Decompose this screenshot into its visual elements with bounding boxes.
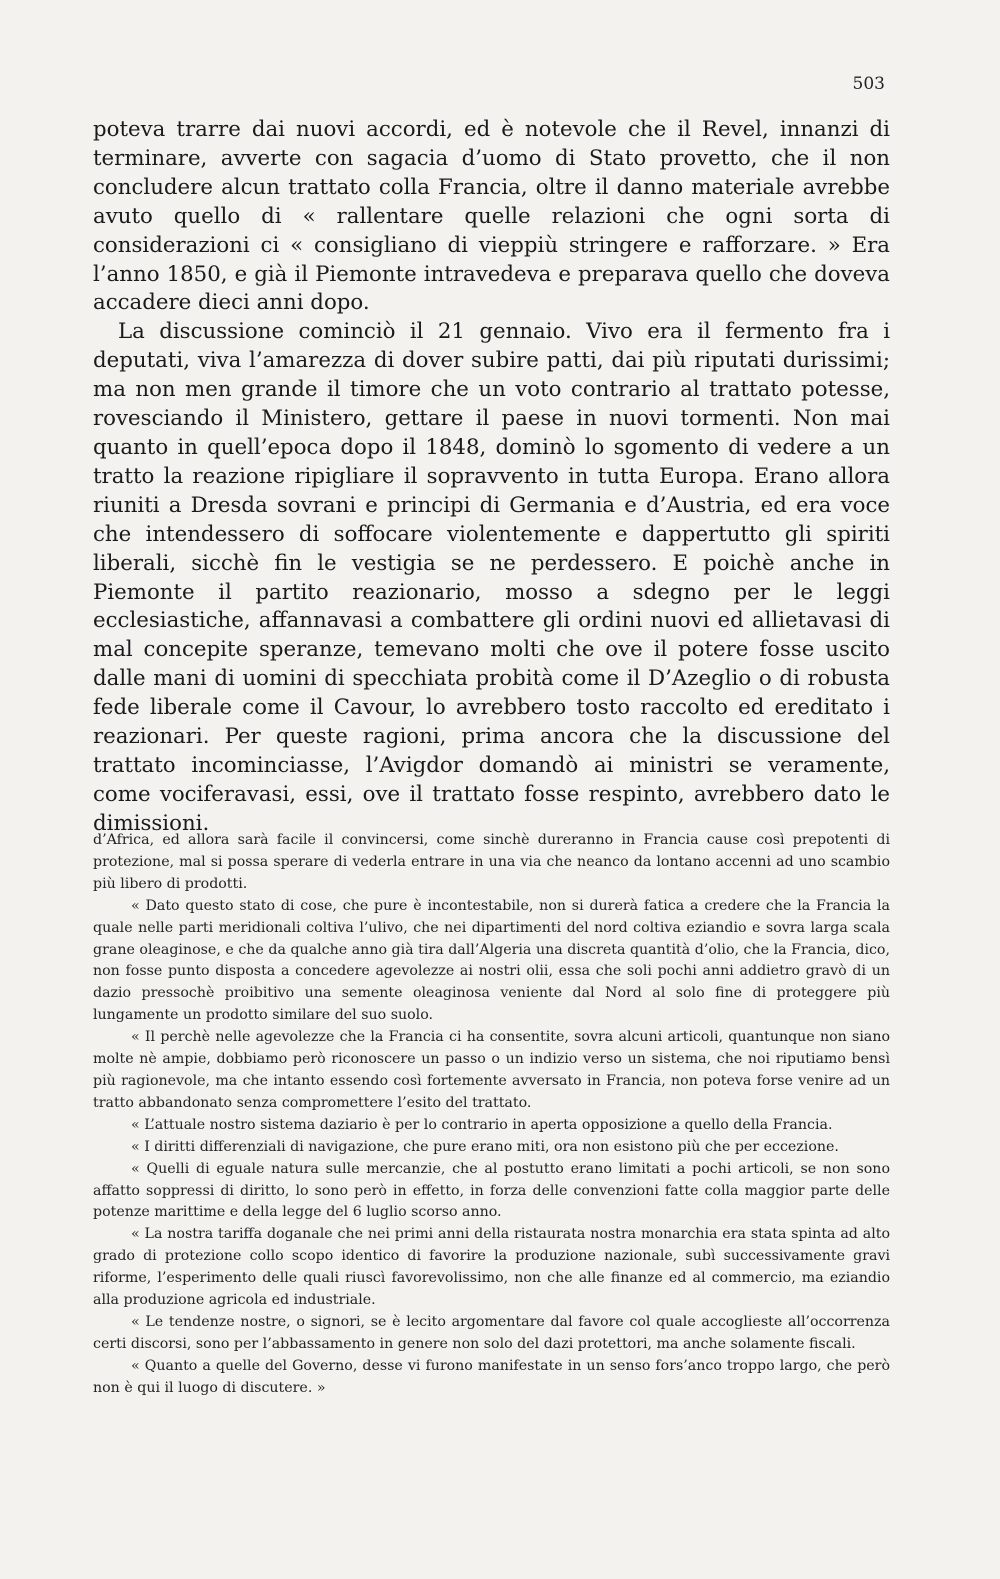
body-paragraph: La discussione cominciò il 21 gennaio. Vivo era il fermento fra i deputati, viva l’amarezza di dover subire patti, dai più riputati durissimi; ma non men grande il timore che un voto contrario al trattato potesse, rovesciando il Ministero, gettare il paese in nuovi tormenti. Non mai quanto in quell’epoca dopo il 1848, dominò lo sgomento di vedere a un tratto la reazione ripigliare il sopravvento in tutta Europa. Erano allora riuniti a Dresda sovrani e principi di Germania e d’Austria, ed era voce che intendessero di soffocare violentemente e dappertutto gli spiriti liberali, sicchè fin le vestigia se ne perdessero. E poichè anche in Piemonte il partito reazionario, mosso a sdegno per le leggi ecclesiastiche, affannavasi a combattere gli ordini nuovi ed allietavasi di mal concepite speranze, temevano molti che ove il potere fosse uscito dalle mani di uomini di specchiata probità come il D’Azeglio o di robusta fede liberale come il Cavour, lo avrebbero tosto raccolto ed ereditato i reazionari. Per queste ragioni, prima ancora che la discussione del trattato incominciasse, l’Avigdor domandò ai ministri se veramente, come vociferavasi, essi, ove il trattato fosse respinto, avrebbero dato le dimissioni. <box>93 319 890 836</box>
footnote-paragraph: « Dato questo stato di cose, che pure è incontestabile, non si durerà fatica a credere che la Francia la quale nelle parti meridionali coltiva l’ulivo, che nei dipartimenti del nord coltiva eziandio e sovra larga scala grane oleaginose, e che da qualche anno già tira dall’Algeria una discreta quantità d’olio, che la Francia, dico, non fosse punto disposta a concedere agevolezze ai nostri olii, essa che soli pochi anni addietro gravò di un dazio pressochè proibitivo una semente oleaginosa veniente dal Nord al solo fine di proteggere più lungamente un prodotto similare del suo suolo. <box>93 897 890 1024</box>
footnote-paragraph: « Le tendenze nostre, o signori, se è lecito argomentare dal favore col quale accoglieste all’occorrenza certi discorsi, sono per l’abbassamento in genere non solo del dazi protettori, ma anche solamente fiscali. <box>93 1313 890 1352</box>
page-number: 503 <box>852 74 885 94</box>
footnote-paragraph: « I diritti differenziali di navigazione, che pure erano miti, ora non esistono più che per eccezione. <box>131 1138 839 1155</box>
footnote-paragraph: « L’attuale nostro sistema daziario è per lo contrario in aperta opposizione a quello della Francia. <box>131 1116 833 1133</box>
footnote-paragraph: d’Africa, ed allora sarà facile il convincersi, come sinchè dureranno in Francia cause così prepotenti di protezione, mal si possa sperare di vederla entrare in una via che neanco da lontano accenni ad uno scambio più libero di prodotti. <box>93 832 890 892</box>
footnote-paragraph: « Quanto a quelle del Governo, desse vi furono manifestate in un senso fors’anco troppo largo, che però non è qui il luogo di discutere. » <box>93 1357 890 1396</box>
footnote-section <box>93 830 890 1400</box>
main-text-body <box>93 116 890 839</box>
footnote-paragraph: « Quelli di eguale natura sulle mercanzie, che al postutto erano limitati a pochi articoli, se non sono affatto soppressi di diritto, lo sono però in effetto, in forza delle convenzioni fatte colla maggior parte delle potenze marittime e della legge del 6 luglio scorso anno. <box>93 1160 890 1221</box>
footnote-paragraph: « Il perchè nelle agevolezze che la Francia ci ha consentite, sovra alcuni articoli, quantunque non siano molte nè ampie, dobbiamo però riconoscere un passo o un indizio verso un sistema, che noi riputiamo bensì più ragionevole, ma che intanto essendo così fortemente avversato in Francia, non poteva forse venire ad un tratto abbandonato senza compromettere l’esito del trattato. <box>93 1029 890 1111</box>
footnote-paragraph: « La nostra tariffa doganale che nei primi anni della ristaurata nostra monarchia era stata spinta ad alto grado di protezione collo scopo identico di favorire la produzione nazionale, subì successivamente gravi riforme, l’esperimento delle quali riuscì favorevolissimo, non che alle finanze ed al commercio, ma eziandio alla produzione agricola ed industriale. <box>93 1226 890 1309</box>
body-paragraph: poteva trarre dai nuovi accordi, ed è notevole che il Revel, innanzi di terminare, avverte con sagacia d’uomo di Stato provetto, che il non concludere alcun trattato colla Francia, oltre il danno materiale avrebbe avuto quello di « rallentare quelle relazioni che ogni sorta di considerazioni ci « consigliano di vieppiù stringere e rafforzare. » Era l’anno 1850, e già il Piemonte intravedeva e preparava quello che doveva accadere dieci anni dopo. <box>93 117 890 316</box>
